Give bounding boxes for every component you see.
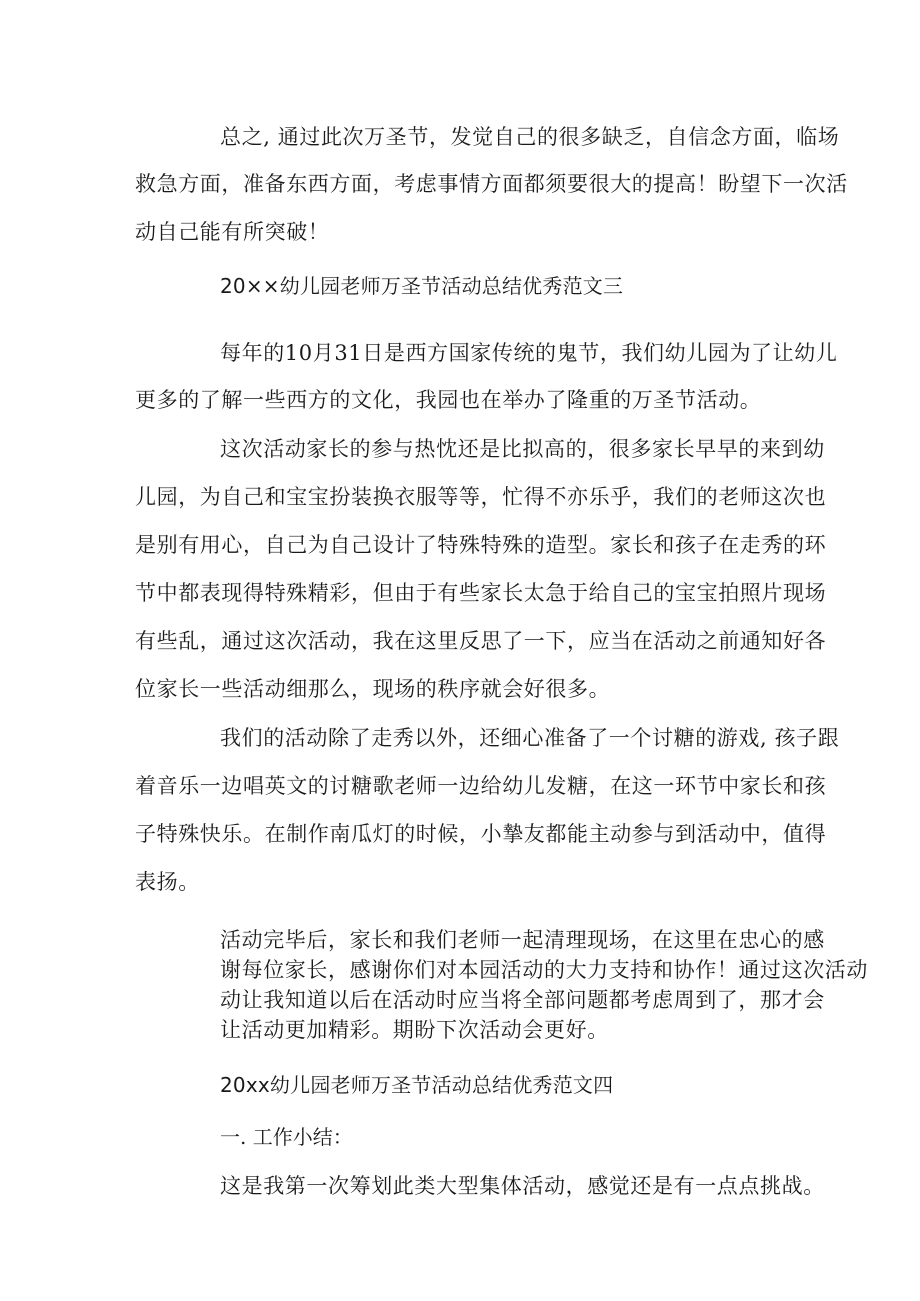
paragraph-5-line-2: 谢每位家长，感谢你们对本园活动的大力支持和协作！通过这次活动	[220, 958, 868, 982]
paragraph-3-line-2: 儿园，为自己和宝宝扮装换衣服等等，忙得不亦乐乎，我们的老师这次也	[135, 485, 827, 509]
paragraph-4-line-3: 子特殊快乐。在制作南瓜灯的时候，小摯友都能主动参与到活动中，值得	[135, 822, 827, 846]
paragraph-5-line-1: 活动完毕后，家长和我们老师一起清理现场，在这里在忠心的感	[220, 928, 825, 952]
paragraph-5-line-4: 让活动更加精彩。期盼下次活动会更好。	[220, 1018, 609, 1042]
paragraph-3-line-1: 这次活动家长的参与热忱还是比拟高的，很多家长早早的来到幼	[220, 437, 825, 461]
section-title-4: 20xx幼儿园老师万圣节活动总结优秀范文四	[220, 1073, 614, 1097]
paragraph-3-line-3: 是别有用心，自己为自己设计了特殊特殊的造型。家长和孩子在走秀的环	[135, 533, 827, 557]
paragraph-3-line-6: 位家长一些活动细那么，现场的秩序就会好很多。	[135, 677, 611, 701]
paragraph-4-line-4: 表扬。	[135, 870, 200, 894]
paragraph-4-line-2: 着音乐一边唱英文的讨糖歌老师一边给幼儿发糖，在这一环节中家长和孩	[135, 774, 827, 798]
paragraph-5-line-3: 动让我知道以后在活动时应当将全部问题都考虑周到了，那才会	[220, 988, 825, 1012]
paragraph-2-line-1: 每年的10月31日是西方国家传统的鬼节，我们幼儿园为了让幼儿	[220, 341, 838, 365]
section-title-3: 20××幼儿园老师万圣节活动总结优秀范文三	[220, 274, 624, 298]
paragraph-2-line-2: 更多的了解一些西方的文化，我园也在举办了隆重的万圣节活动。	[135, 388, 762, 412]
paragraph-3-line-5: 有些乱，通过这次活动，我在这里反思了一下，应当在活动之前通知好各	[135, 629, 827, 653]
paragraph-6-line-1: 这是我第一次筹划此类大型集体活动，感觉还是有一点点挑战。	[220, 1174, 825, 1198]
section-heading-work-summary: 一. 工作小结：	[220, 1125, 353, 1149]
paragraph-3-line-4: 节中都表现得特殊精彩，但由于有些家长太急于给自己的宝宝拍照片现场	[135, 581, 827, 605]
paragraph-1-line-1: 总之, 通过此次万圣节，发觉自己的很多缺乏，自信念方面，临场	[220, 125, 840, 149]
paragraph-1-line-3: 动自己能有所突破！	[135, 220, 330, 244]
paragraph-1-line-2: 救急方面，准备东西方面，考虑事情方面都须要很大的提高！盼望下一次活	[135, 172, 848, 196]
paragraph-4-line-1: 我们的活动除了走秀以外，还细心准备了一个讨糖的游戏, 孩子跟	[220, 726, 840, 750]
